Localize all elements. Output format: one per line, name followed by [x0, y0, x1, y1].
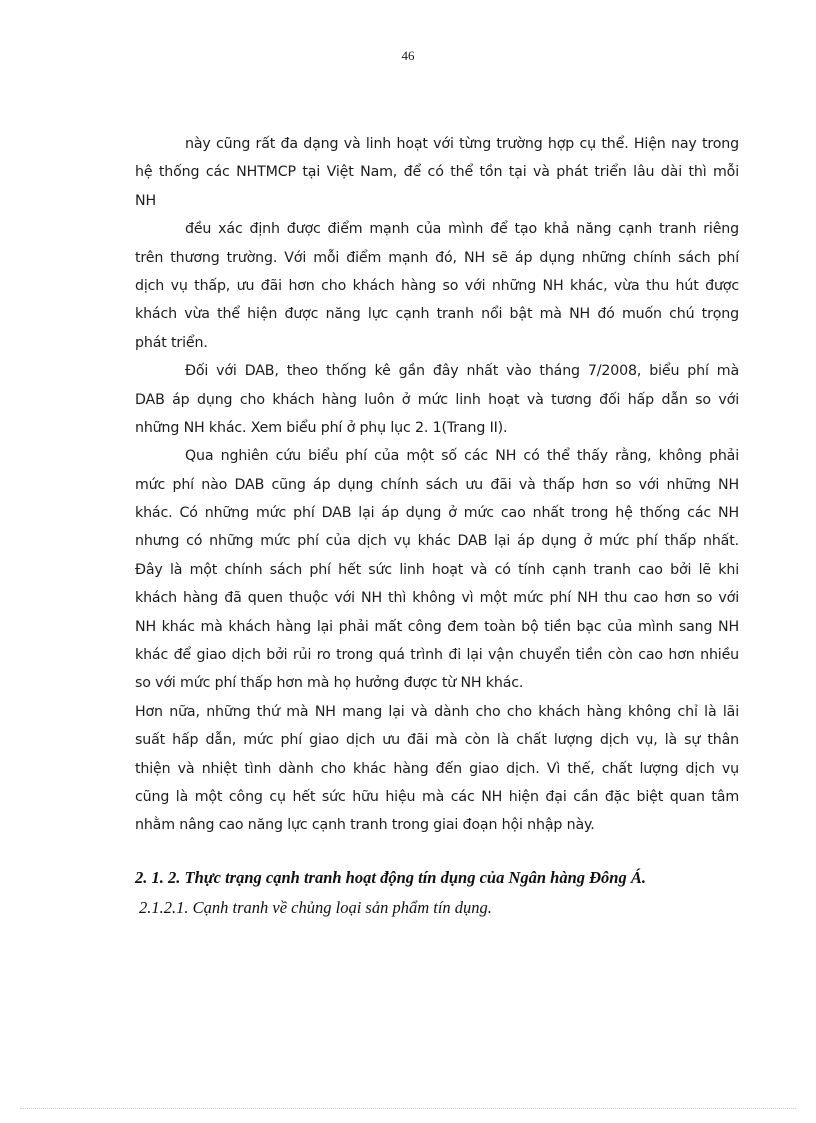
text-line: cũng là một công cụ hết sức hữu hiệu mà các NH hiện đại cần đặc biệt quan tâm: [135, 788, 739, 805]
text-line: NH: [135, 192, 156, 209]
text-line: hệ thống các NHTMCP tại Việt Nam, để có thể tồn tại và phát triển lâu dài thì mỗi: [135, 164, 739, 181]
text-line: Hơn nữa, những thứ mà NH mang lại và dành cho cho khách hàng không chỉ là lãi: [135, 703, 739, 720]
text-line: thiện và nhiệt tình dành cho khác hàng đến giao dịch. Vì thế, chất lượng dịch vụ: [135, 760, 739, 777]
text-line: Đối với DAB, theo thống kê gần đây nhất vào tháng 7/2008, biểu phí mà: [185, 363, 739, 380]
body-text: [135, 130, 739, 840]
text-line: NH khác mà khách hàng lại phải mất công đem toàn bộ tiền bạc của mình sang NH: [135, 618, 739, 635]
text-line: những NH khác. Xem biểu phí ở phụ lục 2. 1(Trang II).: [135, 419, 508, 436]
text-line: Đây là một chính sách phí hết sức linh hoạt và có tính cạnh tranh cao bởi lẽ khi: [135, 561, 739, 578]
text-line: nhưng có những mức phí của dịch vụ khác DAB lại áp dụng ở mức phí thấp nhất.: [135, 533, 739, 550]
text-line: khách hàng đã quen thuộc với NH thì không vì một mức phí NH thu cao hơn so với: [135, 590, 739, 607]
text-line: nhằm nâng cao năng lực cạnh tranh trong giai đoạn hội nhập này.: [135, 817, 595, 834]
text-line: khác. Có những mức phí DAB lại áp dụng ở mức cao nhất trong hệ thống các NH: [135, 505, 739, 522]
text-line: DAB áp dụng cho khách hàng luôn ở mức linh hoạt và tương đối hấp dẫn so với: [135, 391, 739, 408]
section-heading: 2. 1. 2. Thực trạng cạnh tranh hoạt động tín dụng của Ngân hàng Đông Á.: [135, 868, 646, 887]
subsection-heading: 2.1.2.1. Cạnh tranh về chủng loại sản phẩm tín dụng.: [139, 898, 492, 917]
text-line: so với mức phí thấp hơn mà họ hưởng được từ NH khác.: [135, 675, 524, 692]
text-line: mức phí nào DAB cũng áp dụng chính sách ưu đãi và thấp hơn so với những NH: [135, 476, 739, 493]
text-line: phát triển.: [135, 334, 208, 351]
page-bottom-divider: [20, 1108, 796, 1109]
text-line: trên thương trường. Với mỗi điểm mạnh đó, NH sẽ áp dụng những chính sách phí: [135, 249, 739, 266]
text-line: đều xác định được điểm mạnh của mình để tạo khả năng cạnh tranh riêng: [185, 221, 739, 238]
text-line: Qua nghiên cứu biểu phí của một số các NH có thể thấy rằng, không phải: [185, 448, 739, 465]
text-line: suất hấp dẫn, mức phí giao dịch ưu đãi mà còn là chất lượng dịch vụ, là sự thân: [135, 732, 739, 749]
text-line: khách vừa thể hiện được năng lực cạnh tranh nổi bật mà NH đó muốn chú trọng: [135, 306, 739, 323]
page-number: 46: [401, 48, 415, 63]
text-line: dịch vụ thấp, ưu đãi hơn cho khách hàng so với những NH khác, vừa thu hút được: [135, 277, 739, 294]
text-line: này cũng rất đa dạng và linh hoạt với từng trường hợp cụ thể. Hiện nay trong: [185, 136, 739, 152]
text-line: khác để giao dịch bởi rủi ro trong quá trình đi lại vận chuyển tiền còn cao hơn nhiều: [135, 647, 739, 664]
